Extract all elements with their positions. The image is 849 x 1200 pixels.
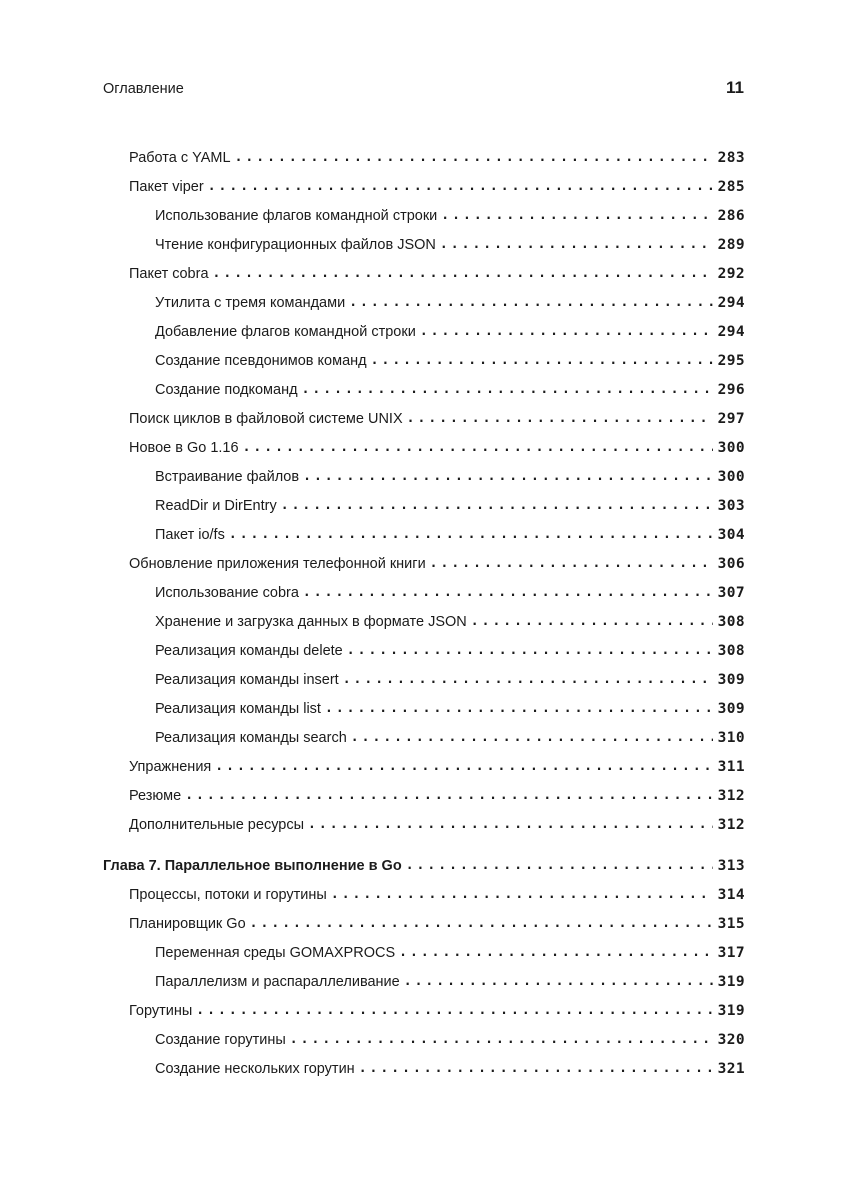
toc-entry-title: Упражнения (129, 758, 212, 775)
toc-entry-page: 286 (717, 207, 745, 224)
toc-entry (103, 201, 745, 230)
toc-entry-title: ReadDir и DirEntry (155, 497, 277, 514)
toc-entry-page: 289 (717, 236, 745, 253)
toc-entry-page: 310 (717, 729, 745, 746)
toc-entry (103, 172, 745, 201)
toc-entry-title: Реализация команды list (155, 700, 321, 717)
toc-entry-page: 285 (717, 178, 745, 195)
toc-entry-page: 313 (717, 857, 745, 874)
toc-entry-page: 311 (717, 758, 745, 775)
toc-entry-page: 317 (717, 944, 745, 961)
toc-entry-page: 303 (717, 497, 745, 514)
toc-entry (103, 996, 745, 1025)
toc-entry (103, 230, 745, 259)
dot-leader (308, 817, 713, 832)
toc-entry-title: Встраивание файлов (155, 468, 300, 485)
dot-leader (407, 411, 713, 426)
toc-entry (103, 317, 745, 346)
dot-leader (196, 1003, 712, 1018)
toc-entry-page: 297 (717, 410, 745, 427)
toc-entry-page: 315 (717, 915, 745, 932)
toc-entry-page: 314 (717, 886, 745, 903)
toc-entry (103, 938, 745, 967)
toc-entry (103, 810, 745, 839)
toc-entry-title: Переменная среды GOMAXPROCS (155, 944, 396, 961)
toc-entry-page: 283 (717, 149, 745, 166)
toc-entry-page: 309 (717, 671, 745, 688)
running-title: Оглавление (103, 81, 184, 97)
dot-leader (303, 469, 713, 484)
toc-entry (103, 404, 745, 433)
dot-leader (371, 353, 713, 368)
toc-entry (103, 491, 745, 520)
dot-leader (229, 527, 713, 542)
toc-entry-title: Реализация команды insert (155, 671, 339, 688)
toc-entry (103, 636, 745, 665)
dot-leader (243, 440, 713, 455)
toc-entry (103, 433, 745, 462)
toc-entry-page: 307 (717, 584, 745, 601)
toc-entry-title: Резюме (129, 787, 182, 804)
toc-entry (103, 1054, 745, 1083)
toc-entry (103, 143, 745, 172)
toc-entry-title: Пакет viper (129, 178, 204, 195)
dot-leader (404, 974, 713, 989)
toc-entry-title: Реализация команды delete (155, 642, 343, 659)
toc-entry-page: 304 (717, 526, 745, 543)
toc-entry-title: Добавление флагов командной строки (155, 323, 416, 340)
dot-leader (250, 916, 713, 931)
dot-leader (325, 701, 713, 716)
toc-entry (103, 375, 745, 404)
dot-leader (349, 295, 712, 310)
toc-entry-page: 319 (717, 1002, 745, 1019)
toc-entry (103, 520, 745, 549)
dot-leader (215, 759, 712, 774)
toc-entry-title: Хранение и загрузка данных в формате JSON (155, 613, 467, 630)
toc-entry-title: Новое в Go 1.16 (129, 439, 239, 456)
toc-entry-page: 308 (717, 642, 745, 659)
toc-entry-title: Работа с YAML (129, 149, 231, 166)
toc-entry (103, 665, 745, 694)
toc-entry (103, 1025, 745, 1054)
dot-leader (441, 208, 712, 223)
toc-entry-title: Горутины (129, 1002, 193, 1019)
toc-entry-page: 312 (717, 816, 745, 833)
toc-entry-title: Создание подкоманд (155, 381, 298, 398)
toc-entry (103, 346, 745, 375)
toc-entry-page: 294 (717, 323, 745, 340)
dot-leader (185, 788, 712, 803)
dot-leader (343, 672, 713, 687)
page-number: 11 (726, 78, 744, 97)
toc-entry-title: Использование cobra (155, 584, 299, 601)
dot-leader (420, 324, 713, 339)
toc-entry-title: Параллелизм и распараллеливание (155, 973, 400, 990)
toc-entry-title: Создание нескольких горутин (155, 1060, 355, 1077)
toc-entry-page: 309 (717, 700, 745, 717)
toc-entry (103, 607, 745, 636)
toc-entry-title: Создание псевдонимов команд (155, 352, 367, 369)
dot-leader (430, 556, 713, 571)
dot-leader (302, 382, 713, 397)
toc-entry-page: 294 (717, 294, 745, 311)
toc-entry-page: 308 (717, 613, 745, 630)
dot-leader (406, 858, 713, 873)
toc-entry-page: 319 (717, 973, 745, 990)
dot-leader (331, 887, 713, 902)
toc-entry-page: 312 (717, 787, 745, 804)
toc-entry-title: Утилита с тремя командами (155, 294, 346, 311)
toc-entry-page: 321 (717, 1060, 745, 1077)
toc-entry-title: Дополнительные ресурсы (129, 816, 305, 833)
toc-entry (103, 578, 745, 607)
toc-entry (103, 259, 745, 288)
dot-leader (471, 614, 713, 629)
toc-entry-title: Пакет cobra (129, 265, 209, 282)
toc-entry-page: 292 (717, 265, 745, 282)
toc-entry-title: Создание горутины (155, 1031, 286, 1048)
toc-entry-title: Чтение конфигурационных файлов JSON (155, 236, 436, 253)
toc-entry-title: Процессы, потоки и горутины (129, 886, 327, 903)
toc-entry-page: 320 (717, 1031, 745, 1048)
toc-entry-page: 300 (717, 439, 745, 456)
toc-entry (103, 694, 745, 723)
toc-entry (103, 752, 745, 781)
dot-leader (235, 150, 713, 165)
dot-leader (359, 1061, 713, 1076)
toc-entry-title: Обновление приложения телефонной книги (129, 555, 426, 572)
toc-chapter-entry (103, 851, 745, 880)
toc-entry (103, 967, 745, 996)
toc-entry (103, 462, 745, 491)
toc-entry-title: Глава 7. Параллельное выполнение в Go (103, 857, 402, 874)
toc-entry (103, 288, 745, 317)
toc-entry-title: Пакет io/fs (155, 526, 225, 543)
toc-entry-title: Планировщик Go (129, 915, 246, 932)
toc-entry-title: Реализация команды search (155, 729, 347, 746)
running-header (103, 78, 744, 100)
toc-entry-page: 300 (717, 468, 745, 485)
toc-entry-title: Использование флагов командной строки (155, 207, 438, 224)
toc-entry (103, 781, 745, 810)
table-of-contents (103, 143, 745, 1083)
dot-leader (281, 498, 713, 513)
toc-entry (103, 549, 745, 578)
toc-entry-title: Поиск циклов в файловой системе UNIX (129, 410, 403, 427)
dot-leader (351, 730, 713, 745)
toc-entry-page: 296 (717, 381, 745, 398)
toc-entry (103, 723, 745, 752)
dot-leader (347, 643, 713, 658)
dot-leader (399, 945, 712, 960)
dot-leader (213, 266, 713, 281)
toc-entry (103, 909, 745, 938)
dot-leader (290, 1032, 713, 1047)
dot-leader (303, 585, 713, 600)
toc-entry-page: 295 (717, 352, 745, 369)
dot-leader (440, 237, 713, 252)
toc-entry-page: 306 (717, 555, 745, 572)
dot-leader (208, 179, 713, 194)
toc-entry (103, 880, 745, 909)
